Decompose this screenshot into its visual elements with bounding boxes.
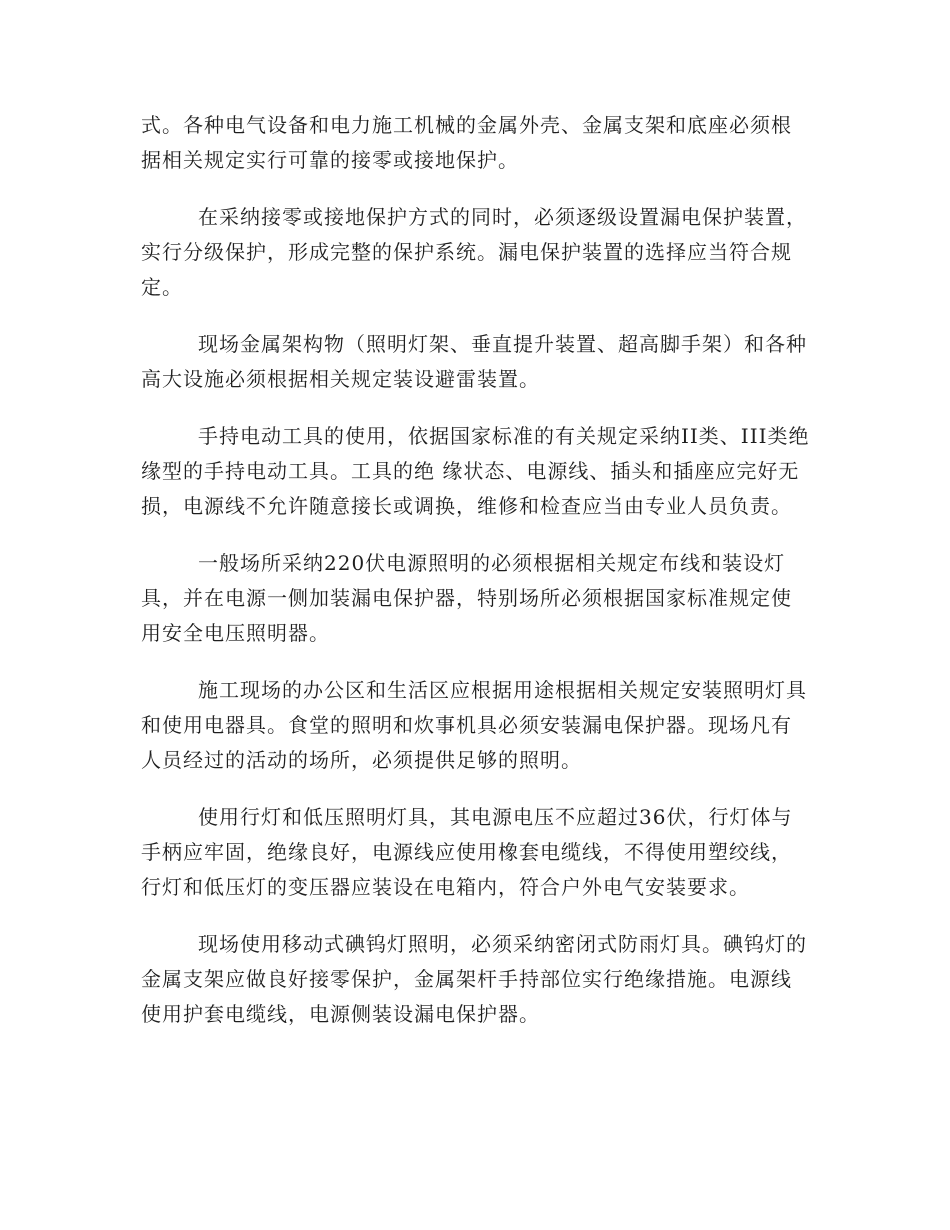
paragraph-office-living-lighting: 施工现场的办公区和生活区应根据用途根据相关规定安装照明灯具和使用电器具。食堂的照明和炊事机具必须安装漏电保护器。现场凡有人员经过的活动的场所，必须提供足够的照明。 xyxy=(141,678,807,772)
paragraph-iodine-tungsten-lamps: 现场使用移动式碘钨灯照明，必须采纳密闭式防雨灯具。碘钨灯的金属支架应做良好接零保护，金属架杆手持部位实行绝缘措施。电源线使用护套电缆线，电源侧装设漏电保护器。 xyxy=(141,932,807,1026)
paragraph-general-lighting: 一般场所采纳220伏电源照明的必须根据相关规定布线和装设灯具，并在电源一侧加装漏电保护器，特别场所必须根据国家标准规定使用安全电压照明器。 xyxy=(141,551,792,645)
paragraph-lightning-protection: 现场金属架构物（照明灯架、垂直提升装置、超高脚手架）和各种高大设施必须根据相关规定装设避雷装置。 xyxy=(141,332,807,391)
paragraph-leakage-protection: 在采纳接零或接地保护方式的同时，必须逐级设置漏电保护装置，实行分级保护，形成完整的保护系统。漏电保护装置的选择应当符合规定。 xyxy=(141,205,807,299)
paragraph-handheld-tools: 手持电动工具的使用，依据国家标准的有关规定采纳II类、III类绝缘型的手持电动工具。工具的绝 缘状态、电源线、插头和插座应完好无损，电源线不允许随意接长或调换，维修和检查应当由专业人员负责。 xyxy=(141,424,810,518)
paragraph-continuation: 式。各种电气设备和电力施工机械的金属外壳、金属支架和底座必须根据相关规定实行可靠的接零或接地保护。 xyxy=(141,113,792,172)
paragraph-low-voltage-lamps: 使用行灯和低压照明灯具，其电源电压不应超过36伏，行灯体与手柄应牢固，绝缘良好，电源线应使用橡套电缆线，不得使用塑绞线，行灯和低压灯的变压器应装设在电箱内，符合户外电气安装要求。 xyxy=(141,805,793,899)
document-body xyxy=(141,108,811,1032)
